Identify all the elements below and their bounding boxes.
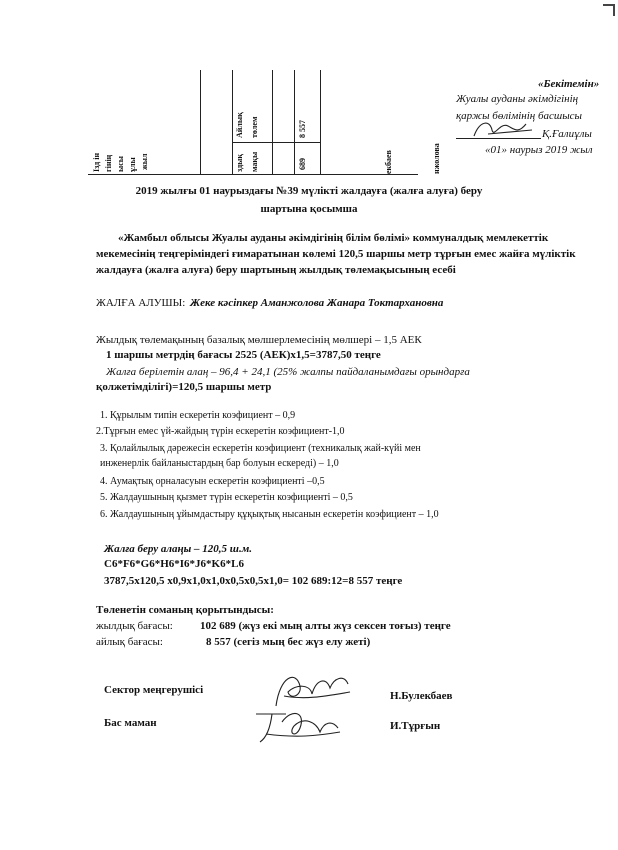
corner-mark — [603, 4, 615, 16]
coefficient-2: 2.Тұрғын емес үй-жайдың түрін ескеретін коэфициент-1,0 — [96, 426, 345, 437]
annual-value: 102 689 (жүз екі мың алты жүз сексен тоғыз) теңге — [200, 620, 451, 632]
calc-area: Жалға беру алаңы – 120,5 ш.м. — [104, 543, 252, 555]
table-col-4: ұлы — [128, 157, 137, 172]
rented-area-1: Жалға берілетін алаң – 96,4 + 24,1 (25% жалпы пайдаланымдағы орындарға — [106, 366, 470, 378]
table-row2-a: здық — [235, 154, 244, 172]
approval-signature — [468, 116, 538, 142]
coefficient-4: 4. Аумақтық орналасуын ескеретін коэфициенті –0,5 — [100, 476, 325, 487]
table-col-5: жыл — [140, 153, 149, 170]
table-row2-value: 689 — [298, 158, 307, 170]
title-line-2: шартына қосымша — [260, 203, 358, 215]
table-col-1: Ізд ін — [92, 152, 101, 172]
head-title: Сектор меңгерушісі — [104, 684, 204, 696]
spec-name: И.Тұрғын — [390, 720, 441, 732]
head-name: Н.Булекбаев — [390, 690, 453, 702]
coefficient-6: 6. Жалдаушының ұйымдастыру құқықтық нысанын ескеретін коэфициент – 1,0 — [100, 509, 439, 520]
table-name-2: нжолова — [432, 143, 441, 174]
title-line-1: 2019 жылғы 01 наурыздағы №39 мүлікті жалдауға (жалға алуға) беру — [135, 185, 483, 197]
coefficient-1: 1. Құрылым типін ескеретін коэфициент – 0,9 — [100, 410, 296, 421]
tenant-name: Жеке кәсіпкер Аманжолова Жанара Токтархановна — [190, 297, 444, 309]
table-monthly-value: 8 557 — [298, 120, 307, 138]
table-col-3: ысы — [116, 155, 125, 172]
subtitle-line-2: мекемесінің теңгеріміндегі ғимаратынан көлемі 120,5 шаршы метр тұрғын емес жайға мүліктік — [96, 248, 576, 260]
subtitle-line-3: жалдауға (жалға алуға) беру шартының жылдық төлемақысының есебі — [96, 264, 456, 276]
coefficient-5: 5. Жалдаушының қызмет түрін ескеретін коэфициенті – 0,5 — [100, 492, 353, 503]
rented-area-2: қолжетімділігі)=120,5 шаршы метр — [96, 381, 272, 393]
total-heading: Төленетін соманың қорытындысы: — [96, 604, 274, 616]
table-row2-b: мақы — [250, 151, 259, 172]
monthly-label: айлық бағасы: — [96, 636, 163, 648]
calc-formula: C6*F6*G6*H6*I6*J6*K6*L6 — [104, 558, 244, 570]
table-monthly-header-1: Айлық — [235, 112, 244, 138]
monthly-value: 8 557 (сегіз мың бес жүз елу жеті) — [206, 636, 371, 648]
coefficient-3-continued: инженерлік байланыстардың бар болуын ескереді) – 1,0 — [100, 458, 339, 469]
approval-stamp: «Бекітемін» — [538, 78, 600, 90]
price-per-sqm: 1 шаршы метрдің бағасы 2525 (АЕК)х1,5=3787,50 теңге — [106, 349, 381, 361]
coefficient-3: 3. Қолайлылық дәрежесін ескеретін коэфициент (техникалық жай-күйі мен — [100, 443, 421, 454]
spec-signature — [246, 702, 346, 748]
calc-result: 3787,5х120,5 х0,9х1,0х1,0х0,5х0,5х1,0= 102 689:12=8 557 теңге — [104, 575, 403, 587]
spec-title: Бас маман — [104, 717, 157, 729]
tenant-label: ЖАЛҒА АЛУШЫ: — [96, 297, 186, 309]
approval-line-1: Жуалы ауданы әкімдігінің — [456, 93, 579, 105]
table-col-2: гінің — [104, 154, 113, 172]
annual-label: жылдық бағасы: — [96, 620, 173, 632]
subtitle-line-1: «Жамбыл облысы Жуалы ауданы әкімдігінің білім бөлімі» коммуналдық мемлекеттік — [118, 232, 549, 244]
approval-line-2: қаржы бөлімінің басшысы — [456, 110, 582, 122]
base-rate: Жылдық төлемақының базалық мөлшерлемесінің мөлшері – 1,5 АЕК — [96, 334, 422, 346]
approval-signer: Қ.Ғалиұлы — [542, 128, 592, 140]
table-monthly-header-2: төлем — [250, 116, 259, 138]
approval-date: «01» наурыз 2019 жыл — [485, 144, 593, 156]
table-name-1: екбаев — [384, 150, 393, 174]
